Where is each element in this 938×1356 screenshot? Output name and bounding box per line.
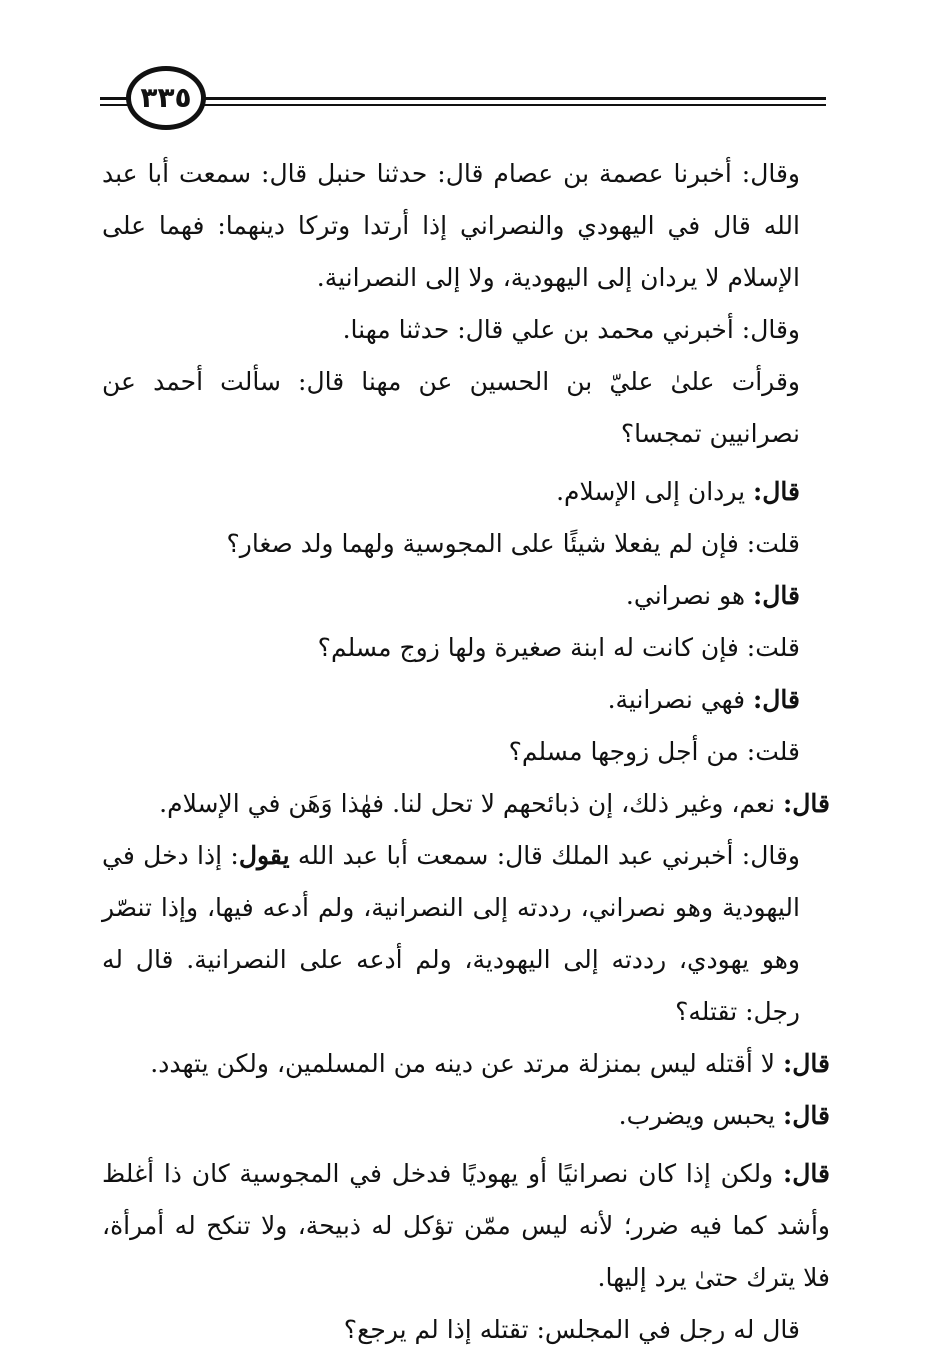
paragraph-answer-imprison [102,1090,830,1142]
header-rule-thick [100,97,826,100]
paragraph-answer-slaughter [102,778,830,830]
dialogue-text: فإن لم يفعلا شيئًا على المجوسية ولهما ولد صغار؟ [226,529,739,558]
dialogue-text: هو نصراني. [625,581,746,610]
dialogue-speaker: قال: [753,581,800,610]
answer-text: ولكن إذا كان نصرانيًا أو يهوديًا فدخل في المجوسية كان ذا أغلظ وأشد كما فيه ضرر؛ لأنه ليس ممّن تؤكل له ذبيحة، ولا تنكح له أمرأة، فلا يترك حتىٰ يرد إليها. [102,1159,830,1292]
dialogue-line [102,622,830,674]
answer-speaker: قال: [783,1049,830,1078]
dialogue-text: يردان إلى الإسلام. [556,477,746,506]
narration-text-after: : إذا دخل في اليهودية وهو نصراني، رددته إلى النصرانية، ولم أدعه فيها، وإذا تنصّر وهو يهودي، رددته إلى اليهودية، ولم أدعه على النصرانية. قال له رجل: تقتله؟ [102,841,800,1026]
paragraph-final-question: قال له رجل في المجلس: تقتله إذا لم يرجع؟ [343,1315,800,1344]
answer-speaker: قال: [783,1159,830,1188]
page-header [100,66,826,136]
header-rule-thin [100,104,826,106]
narration-text-before: وقال: أخبرني عبد الملك قال: سمعت أبا عبد الله [297,841,800,870]
dialogue-speaker: قلت: [746,633,800,662]
dialogue-text: من أجل زوجها مسلم؟ [508,737,739,766]
answer-text: لا أقتله ليس بمنزلة مرتد عن دينه من المسلمين، ولكن يتهدد. [150,1049,776,1078]
paragraph-question-intro: وقرأت علىٰ عليّ بن الحسين عن مهنا قال: سألت أحمد عن نصرانيين تمجسا؟ [102,367,800,448]
dialogue-speaker: قال: [753,477,800,506]
dialogue-text: فإن كانت له ابنة صغيرة ولها زوج مسلم؟ [317,633,739,662]
paragraph-abdulmalik-narration [102,830,830,1038]
dialogue-text: فهي نصرانية. [607,685,746,714]
dialogue-line [102,674,830,726]
dialogue-speaker: قال: [753,685,800,714]
paragraph-muhanna-chain: وقال: أخبرني محمد بن علي قال: حدثنا مهنا. [342,315,800,344]
dialogue-line [102,726,830,778]
dialogue-speaker: قلت: [746,529,800,558]
page-number-badge [126,66,206,130]
dialogue-line [102,570,830,622]
answer-speaker: قال: [783,789,830,818]
paragraph-answer-magianism [102,1148,830,1304]
page-body [102,148,830,1356]
paragraph-hanbal-narration: وقال: أخبرنا عصمة بن عصام قال: حدثنا حنبل قال: سمعت أبا عبد الله قال في اليهودي والنصراني إذا أرتدا وتركا دينهما: فهما على الإسلام لا يردان إلى اليهودية، ولا إلى النصرانية. [102,159,800,292]
answer-text: نعم، وغير ذلك، إن ذبائحهم لا تحل لنا. فهٰذا وَهَن في الإسلام. [159,789,776,818]
dialogue-line [102,518,830,570]
paragraph-answer-no-kill [102,1038,830,1090]
dialogue-block [102,466,830,778]
answer-speaker: قال: [783,1101,830,1130]
page-number: ٣٣٥ [140,81,192,114]
answer-text: يحبس ويضرب. [618,1101,776,1130]
narration-bold-word: يقول [238,841,290,870]
dialogue-speaker: قلت: [746,737,800,766]
dialogue-line [102,466,830,518]
